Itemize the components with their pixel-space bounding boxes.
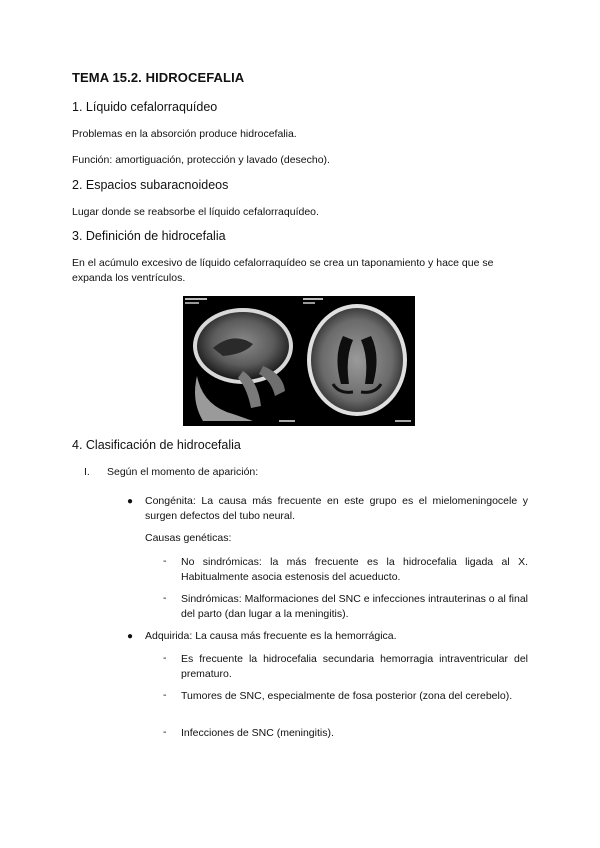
mri-brain-image bbox=[183, 296, 415, 426]
bullet-marker: ● bbox=[127, 631, 134, 642]
sub-label: Causas genéticas: bbox=[145, 532, 232, 544]
mri-brain-illustration bbox=[183, 296, 415, 426]
paragraph: Lugar donde se reabsorbe el líquido cefalorraquídeo. bbox=[72, 206, 319, 218]
dash-marker: - bbox=[163, 592, 167, 604]
dash-text: Tumores de SNC, especialmente de fosa posterior (zona del cerebelo). bbox=[181, 690, 513, 702]
roman-numeral-marker: I. bbox=[84, 466, 90, 478]
list-item-text: Según el momento de aparición: bbox=[107, 466, 259, 478]
dash-text: Es frecuente la hidrocefalia secundaria hemorragia intraventricular del prematuro. bbox=[181, 653, 528, 680]
paragraph: En el acúmulo excesivo de líquido cefalorraquídeo se crea un taponamiento y hace que se expanda los ventrículos. bbox=[72, 257, 494, 284]
dash-marker: - bbox=[163, 689, 167, 701]
dash-text: No sindrómicas: la más frecuente es la hidrocefalia ligada al X. Habitualmente asocia estenosis del acueducto. bbox=[181, 556, 528, 583]
paragraph: Problemas en la absorción produce hidrocefalia. bbox=[72, 128, 297, 140]
section-heading-3: 3. Definición de hidrocefalia bbox=[72, 229, 226, 243]
section-heading-1: 1. Líquido cefalorraquídeo bbox=[72, 100, 218, 114]
document-title: TEMA 15.2. HIDROCEFALIA bbox=[72, 70, 245, 85]
bullet-text-congenita: Congénita: La causa más frecuente en este grupo es el mielomeningocele y surgen defectos del tubo neural. bbox=[145, 495, 528, 522]
dash-text: Sindrómicas: Malformaciones del SNC e infecciones intrauterinas o al final del parto (dan lugar a la meningitis). bbox=[181, 593, 528, 620]
dash-text: Infecciones de SNC (meningitis). bbox=[181, 727, 334, 739]
bullet-text-adquirida: Adquirida: La causa más frecuente es la hemorrágica. bbox=[145, 630, 397, 642]
dash-marker: - bbox=[163, 555, 167, 567]
paragraph: Función: amortiguación, protección y lavado (desecho). bbox=[72, 154, 330, 166]
bullet-marker: ● bbox=[127, 496, 134, 507]
dash-marker: - bbox=[163, 652, 167, 664]
section-heading-4: 4. Clasificación de hidrocefalia bbox=[72, 438, 241, 452]
section-heading-2: 2. Espacios subaracnoideos bbox=[72, 178, 229, 192]
dash-marker: - bbox=[163, 726, 167, 738]
